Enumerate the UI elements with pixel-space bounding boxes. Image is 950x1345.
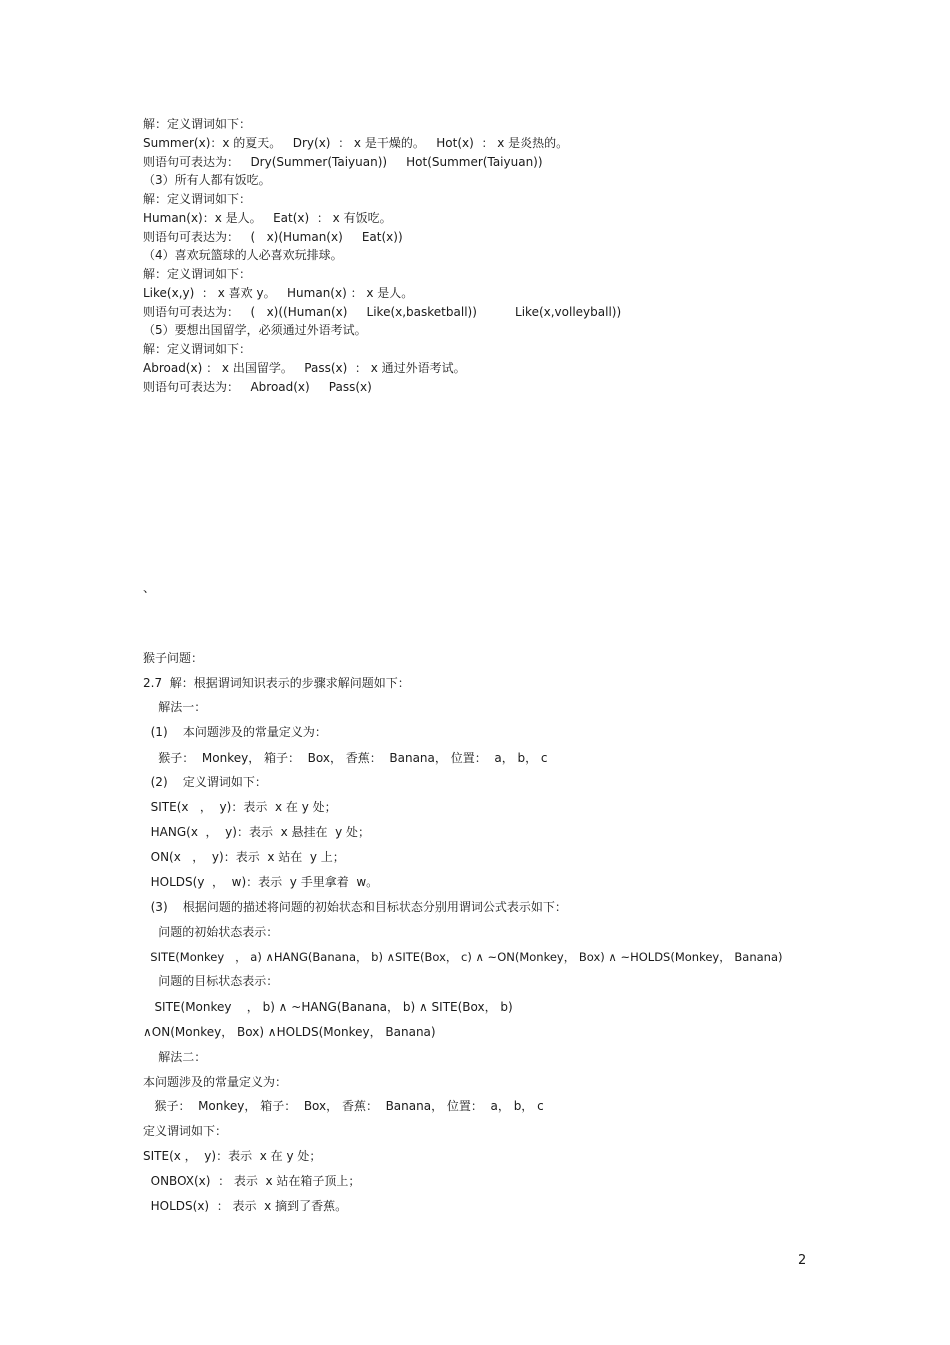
text-line: 猴子： Monkey， 箱子： Box， 香蕉： Banana， 位置： a， b， c xyxy=(143,1099,544,1113)
text-line: SITE(Monkey ， a) ∧HANG(Banana， b) ∧SITE(Box， c) ∧ ~ON(Monkey， Box) ∧ ~HOLDS(Monkey， Banana) xyxy=(143,950,783,964)
text-line: Like(x,y) ： x 喜欢 y。 Human(x) ： x 是人。 xyxy=(143,286,414,300)
text-line: 问题的目标状态表示： xyxy=(143,974,279,988)
section-heading: 猴子问题： xyxy=(143,651,204,665)
text-line: Abroad(x) ： x 出国留学。 Pass(x) ： x 通过外语考试。 xyxy=(143,361,466,375)
text-line: （4）喜欢玩篮球的人必喜欢玩排球。 xyxy=(143,248,343,262)
text-line: 本问题涉及的常量定义为： xyxy=(143,1075,288,1089)
text-line: 定义谓词如下： xyxy=(143,1124,228,1138)
text-line: SITE(x ， y)：表示 x 在 y 处； xyxy=(143,1149,322,1163)
text-line: （5）要想出国留学，必须通过外语考试。 xyxy=(143,323,367,337)
text-line: 猴子： Monkey， 箱子： Box， 香蕉： Banana， 位置： a， b， c xyxy=(143,751,548,765)
text-line: 2.7 解：根据谓词知识表示的步骤求解问题如下： xyxy=(143,676,410,690)
text-line: 解：定义谓词如下： xyxy=(143,342,252,356)
text-line: （3）所有人都有饭吃。 xyxy=(143,173,271,187)
text-line: 则语句可表达为： ( x)(Human(x) Eat(x)) xyxy=(143,230,403,244)
stray-mark: 、 xyxy=(143,581,156,595)
text-line: Summer(x)：x 的夏天。 Dry(x) ： x 是干燥的。 Hot(x) ： x 是炎热的。 xyxy=(143,136,569,150)
text-line: HOLDS(y ， w)：表示 y 手里拿着 w。 xyxy=(143,875,379,889)
text-line: 解法二： xyxy=(143,1050,207,1064)
text-line: ON(x ， y)：表示 x 站在 y 上； xyxy=(143,850,345,864)
page-number: 2 xyxy=(798,1253,807,1268)
text-line: (1) 本问题涉及的常量定义为： xyxy=(143,725,327,739)
text-line: HOLDS(x) ： 表示 x 摘到了香蕉。 xyxy=(143,1199,348,1213)
text-line: 解法一： xyxy=(143,700,207,714)
text-line: (3) 根据问题的描述将问题的初始状态和目标状态分别用谓词公式表示如下： xyxy=(143,900,567,914)
text-line: 则语句可表达为： Dry(Summer(Taiyuan)) Hot(Summer(Taiyuan)) xyxy=(143,155,543,169)
text-line: (2) 定义谓词如下： xyxy=(143,775,267,789)
text-line: 则语句可表达为： ( x)((Human(x) Like(x,basketball)) Like(x,volleyball)) xyxy=(143,305,622,319)
text-line: 则语句可表达为： Abroad(x) Pass(x) xyxy=(143,380,372,394)
text-line: ∧ON(Monkey， Box) ∧HOLDS(Monkey， Banana) xyxy=(143,1025,436,1039)
text-line: 解：定义谓词如下： xyxy=(143,117,252,131)
text-line: 解：定义谓词如下： xyxy=(143,192,252,206)
text-line: HANG(x ， y)：表示 x 悬挂在 y 处； xyxy=(143,825,371,839)
text-line: 解：定义谓词如下： xyxy=(143,267,252,281)
text-line: 问题的初始状态表示： xyxy=(143,925,279,939)
text-line: SITE(Monkey ， b) ∧ ~HANG(Banana， b) ∧ SITE(Box， b) xyxy=(143,1000,513,1014)
text-line: ONBOX(x) ： 表示 x 站在箱子顶上； xyxy=(143,1174,361,1188)
text-line: SITE(x ， y)：表示 x 在 y 处； xyxy=(143,800,337,814)
text-line: Human(x)：x 是人。 Eat(x) ： x 有饭吃。 xyxy=(143,211,392,225)
